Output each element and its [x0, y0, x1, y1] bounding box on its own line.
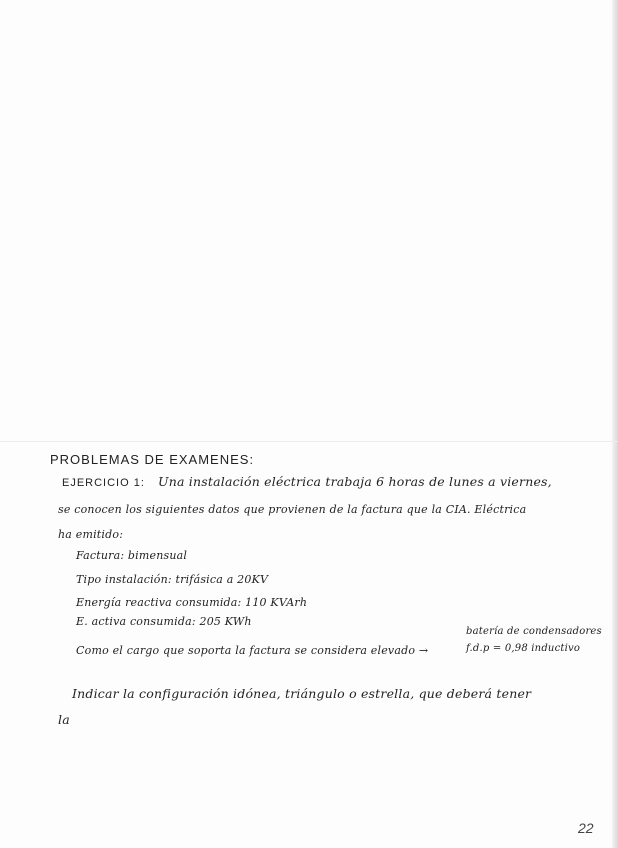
text-line: se conocen los siguientes datos que provienen de la factura que la CIA. Eléctrica — [58, 503, 527, 516]
data-item: E. activa consumida: 205 KWh — [76, 615, 252, 628]
exercise-label: EJERCICIO 1: — [62, 477, 145, 489]
conclusion: Como el cargo que soporta la factura se considera elevado → — [76, 644, 429, 657]
data-item: Energía reactiva consumida: 110 KVArh — [76, 596, 308, 609]
page-edge — [612, 0, 618, 848]
text-line: ha emitido: — [58, 528, 124, 541]
heading: PROBLEMAS DE EXAMENES: — [50, 452, 255, 467]
question: la — [58, 712, 70, 727]
data-item: Factura: bimensual — [76, 549, 188, 562]
question: Indicar la configuración idónea, triángulo o estrella, que deberá tener — [72, 686, 532, 701]
side-note: f.d.p = 0,98 inductivo — [466, 643, 581, 654]
scan-fold-line — [0, 441, 618, 442]
side-note: batería de condensadores — [466, 626, 602, 637]
data-item: Tipo instalación: trifásica a 20KV — [76, 573, 269, 586]
text-line: Una instalación eléctrica trabaja 6 horas de lunes a viernes, — [158, 474, 552, 489]
page-number: 22 — [578, 820, 594, 836]
